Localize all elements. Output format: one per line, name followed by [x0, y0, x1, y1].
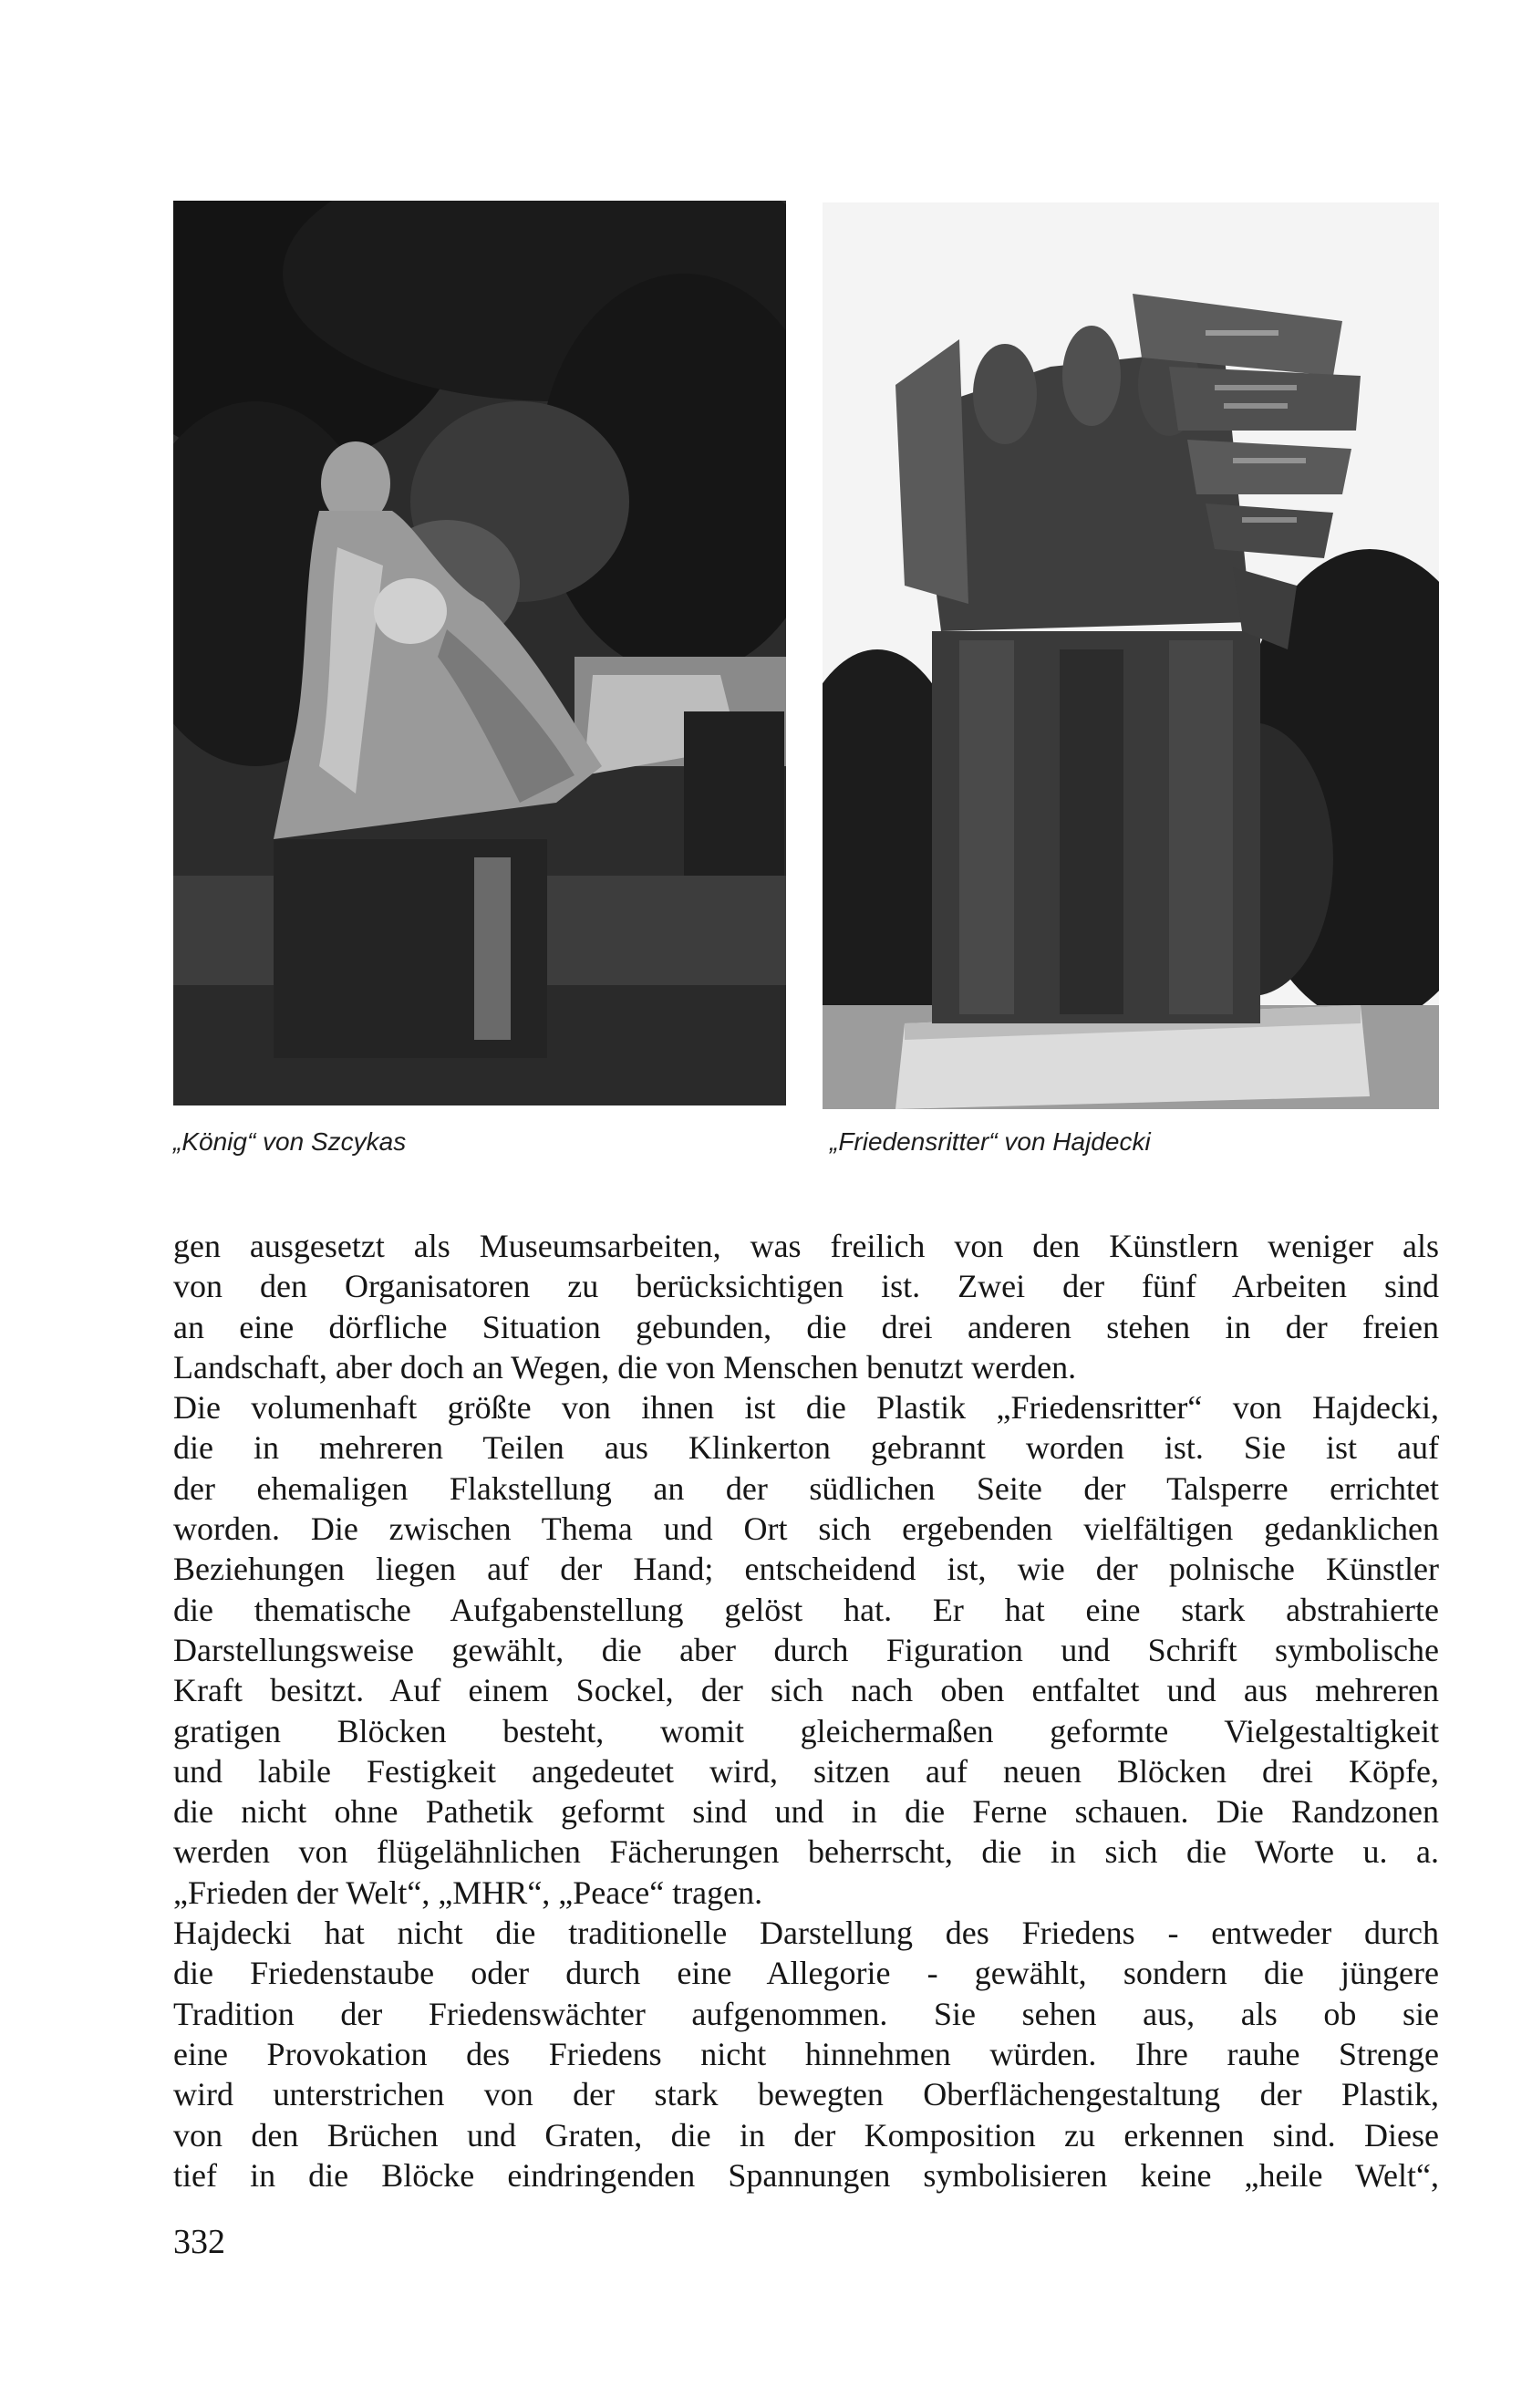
text-line: der ehemaligen Flakstellung an der südlichen Seite der Talsperre errichtet	[173, 1469, 1439, 1507]
text-line: gratigen Blöcken besteht, womit gleichermaßen geformte Vielgestaltigkeit	[173, 1712, 1439, 1749]
text-line: die Friedenstaube oder durch eine Allegorie - gewählt, sondern die jüngere	[173, 1955, 1439, 1992]
text-line: von den Brüchen und Graten, die in der Komposition zu erkennen sind. Diese	[173, 2116, 1439, 2154]
body-text	[173, 1226, 1439, 2195]
photo-sculpture-friedensritter	[823, 202, 1439, 1109]
text-line: Landschaft, aber doch an Wegen, die von Menschen benutzt werden.	[173, 1348, 1077, 1386]
text-line: gen ausgesetzt als Museumsarbeiten, was freilich von den Künstlern weniger als	[173, 1228, 1439, 1264]
text-line: Tradition der Friedenswächter aufgenommen. Sie sehen aus, als ob sie	[173, 1995, 1439, 2032]
text-line: und labile Festigkeit angedeutet wird, sitzen auf neuen Blöcken drei Köpfe,	[173, 1752, 1439, 1790]
page-number: 332	[173, 2223, 225, 2261]
text-line: Die volumenhaft größte von ihnen ist die Plastik „Friedensritter“ von Hajdecki,	[173, 1389, 1439, 1427]
text-line: eine Provokation des Friedens nicht hinnehmen würden. Ihre rauhe Strenge	[173, 2035, 1439, 2072]
text-line: die in mehreren Teilen aus Klinkerton gebrannt worden ist. Sie ist auf	[173, 1429, 1439, 1467]
text-line: die thematische Aufgabenstellung gelöst hat. Er hat eine stark abstrahierte	[173, 1591, 1439, 1628]
figure-caption: „König“ von Szcykas	[173, 1127, 407, 1156]
text-line: Beziehungen liegen auf der Hand; entscheidend ist, wie der polnische Künstler	[173, 1551, 1439, 1588]
text-line: „Frieden der Welt“, „MHR“, „Peace“ tragen.	[173, 1873, 763, 1911]
text-line: Hajdecki hat nicht die traditionelle Darstellung des Friedens - entweder durch	[173, 1915, 1439, 1952]
text-line: an eine dörfliche Situation gebunden, die drei anderen stehen in der freien	[173, 1308, 1439, 1345]
text-line: worden. Die zwischen Thema und Ort sich ergebenden vielfältigen gedanklichen	[173, 1510, 1439, 1548]
text-line: von den Organisatoren zu berücksichtigen ist. Zwei der fünf Arbeiten sind	[173, 1268, 1439, 1305]
text-line: wird unterstrichen von der stark bewegten Oberflächengestaltung der Plastik,	[173, 2076, 1439, 2113]
figure-caption: „Friedensritter“ von Hajdecki	[830, 1127, 1151, 1156]
text-line: tief in die Blöcke eindringenden Spannungen symbolisieren keine „heile Welt“,	[173, 2156, 1439, 2194]
text-line: werden von flügelähnlichen Fächerungen beherrscht, die in sich die Worte u. a.	[173, 1833, 1439, 1871]
text-line: Kraft besitzt. Auf einem Sockel, der sich nach oben entfaltet und aus mehreren	[173, 1672, 1439, 1709]
photo-sculpture-koenig	[173, 201, 786, 1105]
text-line: Darstellungsweise gewählt, die aber durch Figuration und Schrift symbolische	[173, 1631, 1439, 1668]
text-line: die nicht ohne Pathetik geformt sind und in die Ferne schauen. Die Randzonen	[173, 1793, 1439, 1831]
